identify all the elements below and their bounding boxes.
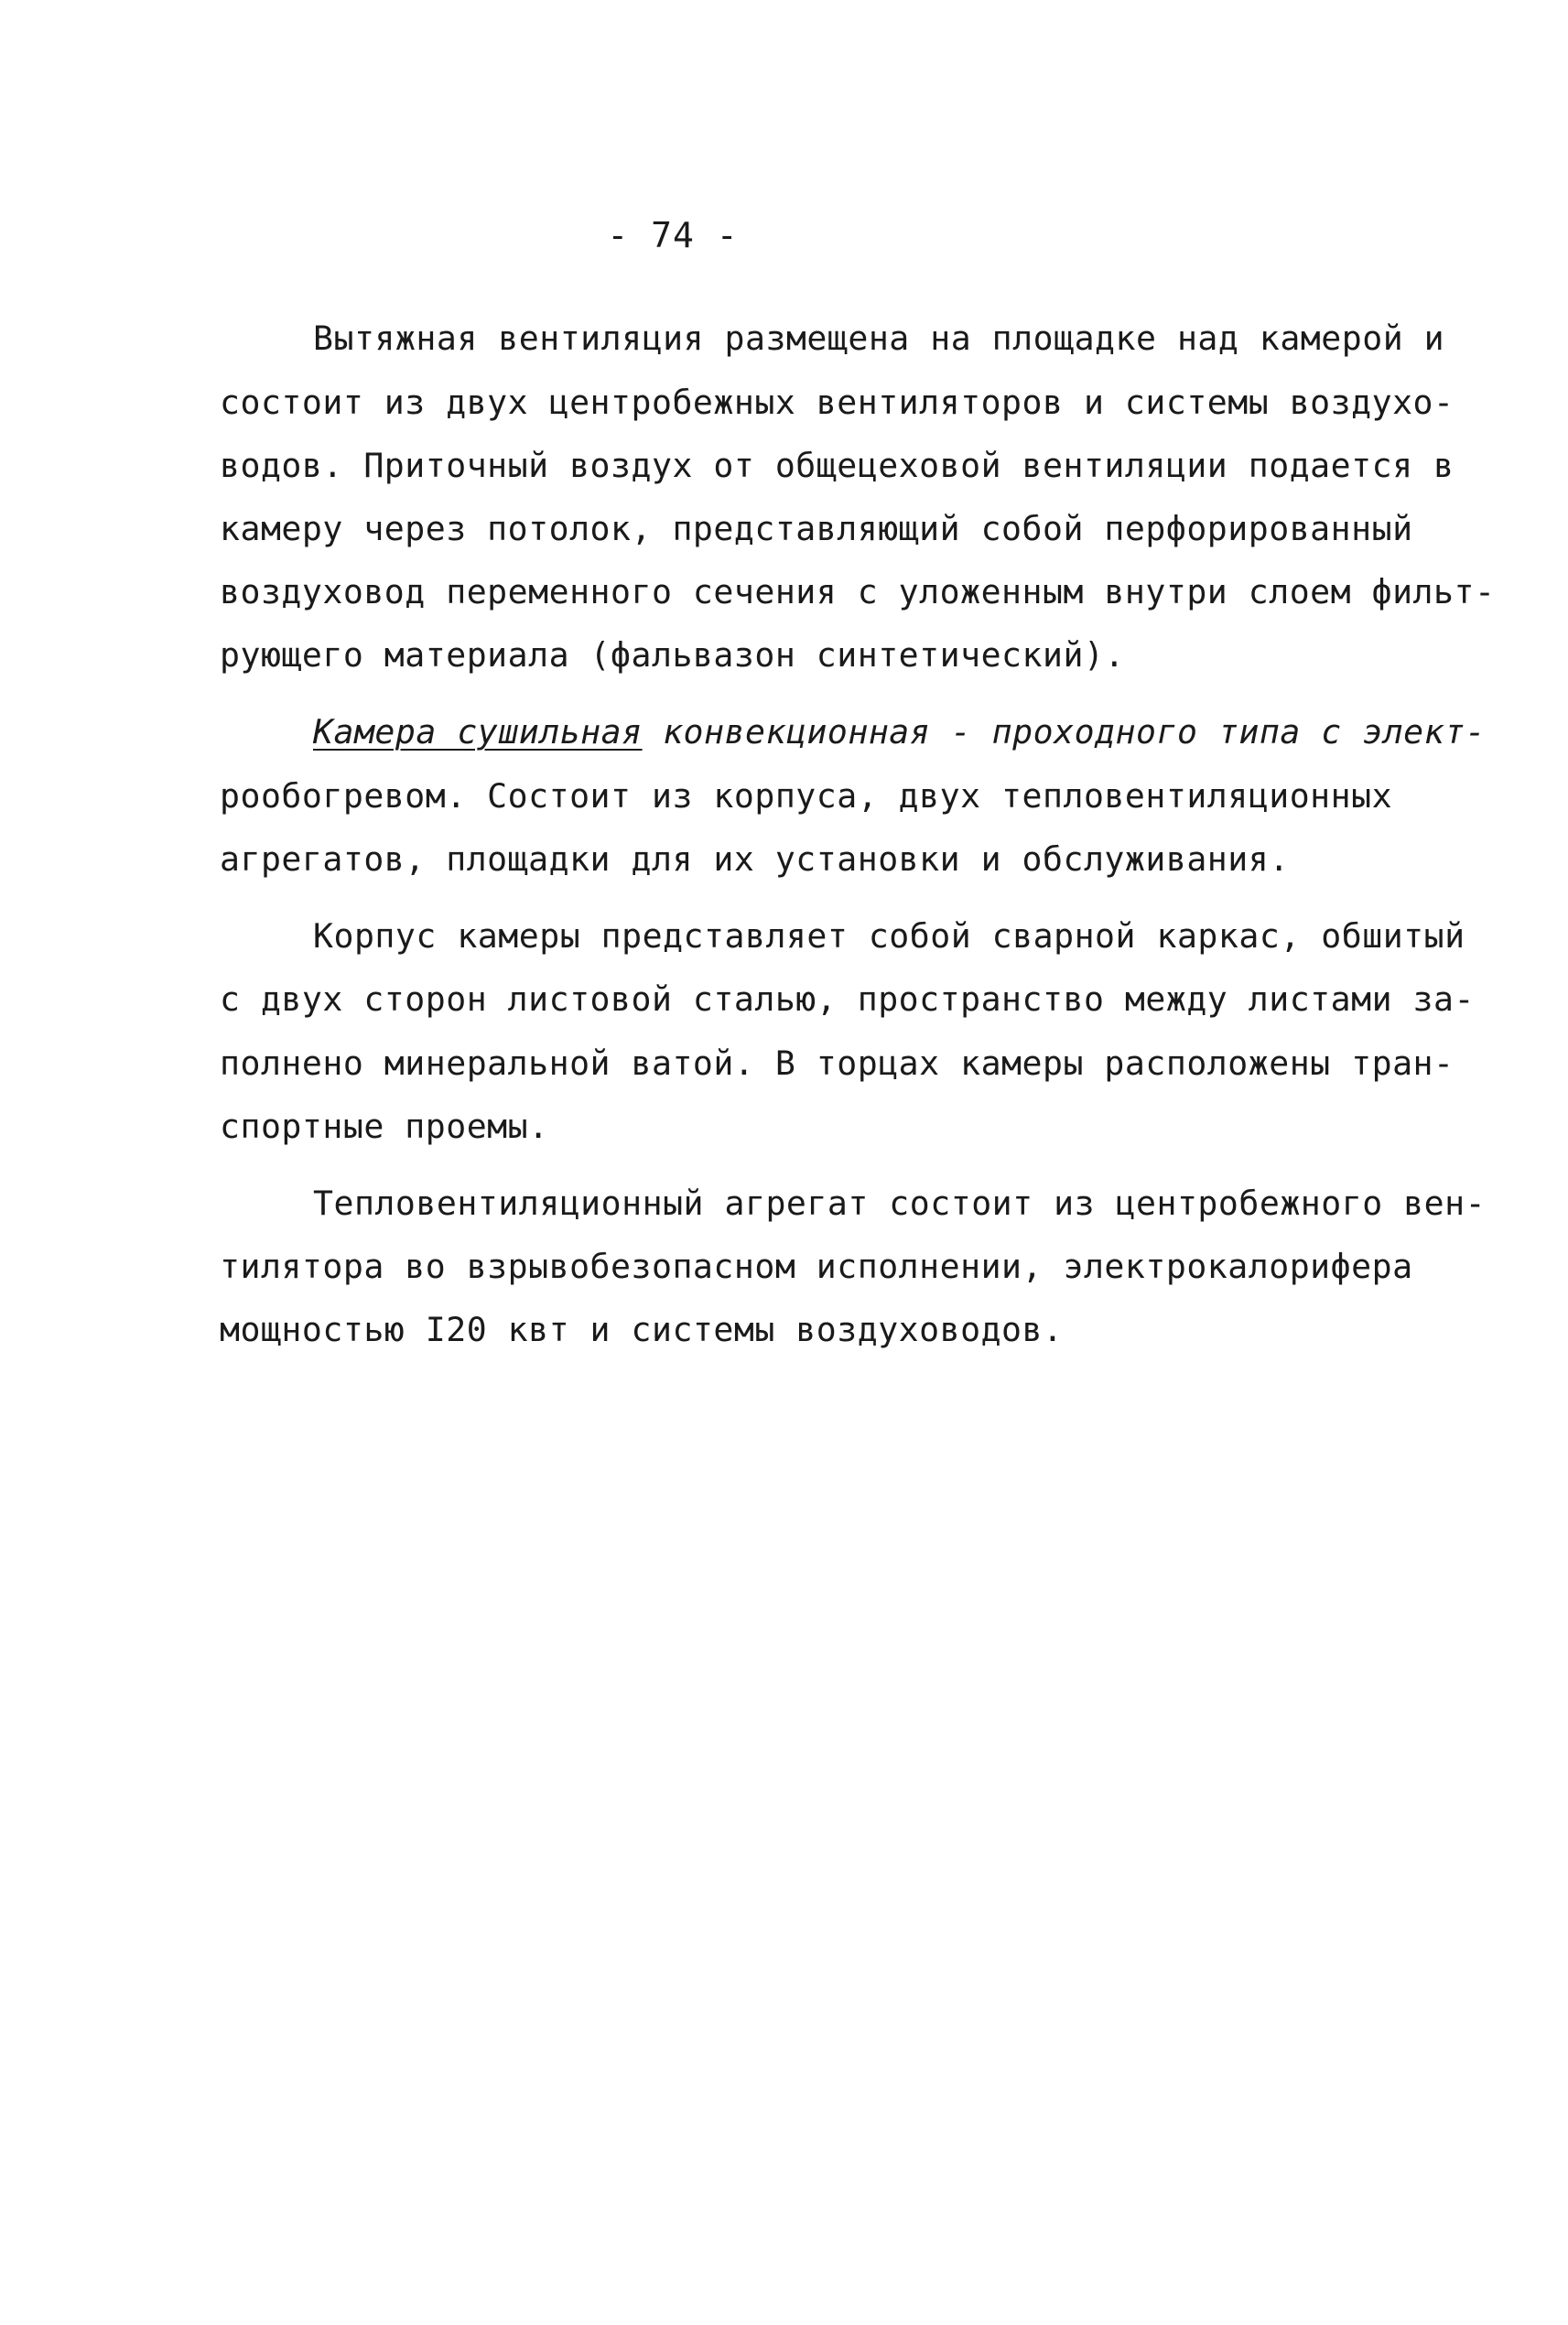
text-line: с двух сторон листовой сталью, пространство между листами за- [220,979,1475,1019]
text-line: полнено минеральной ватой. В торцах камеры расположены тран- [220,1044,1454,1083]
text-line: мощностью I20 квт и системы воздуховодов. [220,1310,1064,1349]
text-line: Тепловентиляционный агрегат состоит из центробежного вен- [313,1184,1487,1223]
text-line: тилятора во взрывобезопасном исполнении, электрокалорифера [220,1247,1413,1286]
text-line: камеру через потолок, представляющий собой перфорированный [220,509,1413,548]
text-line: состоит из двух центробежных вентиляторов и системы воздухо- [220,383,1454,422]
italic-text: конвекционная - проходного типа с элект- [642,712,1487,752]
text-line: спортные проемы. [220,1107,549,1146]
text-line: рообогревом. Состоит из корпуса, двух тепловентиляционных [220,776,1393,816]
text-line: водов. Приточный воздух от общецеховой вентиляции подается в [220,446,1454,485]
text-line: Корпус камеры представляет собой сварной каркас, обшитый [313,916,1465,956]
page-number: - 74 - [607,215,739,255]
text-line [313,709,1486,755]
text-line: воздуховод переменного сечения с уложенным внутри слоем фильт- [220,572,1496,611]
text-line: агрегатов, площадки для их установки и обслуживания. [220,839,1290,879]
text-line: Вытяжная вентиляция размещена на площадке над камерой и [313,319,1445,358]
text-line: рующего материала (фальвазон синтетический). [220,635,1125,675]
underlined-term: Камера сушильная [313,712,643,752]
